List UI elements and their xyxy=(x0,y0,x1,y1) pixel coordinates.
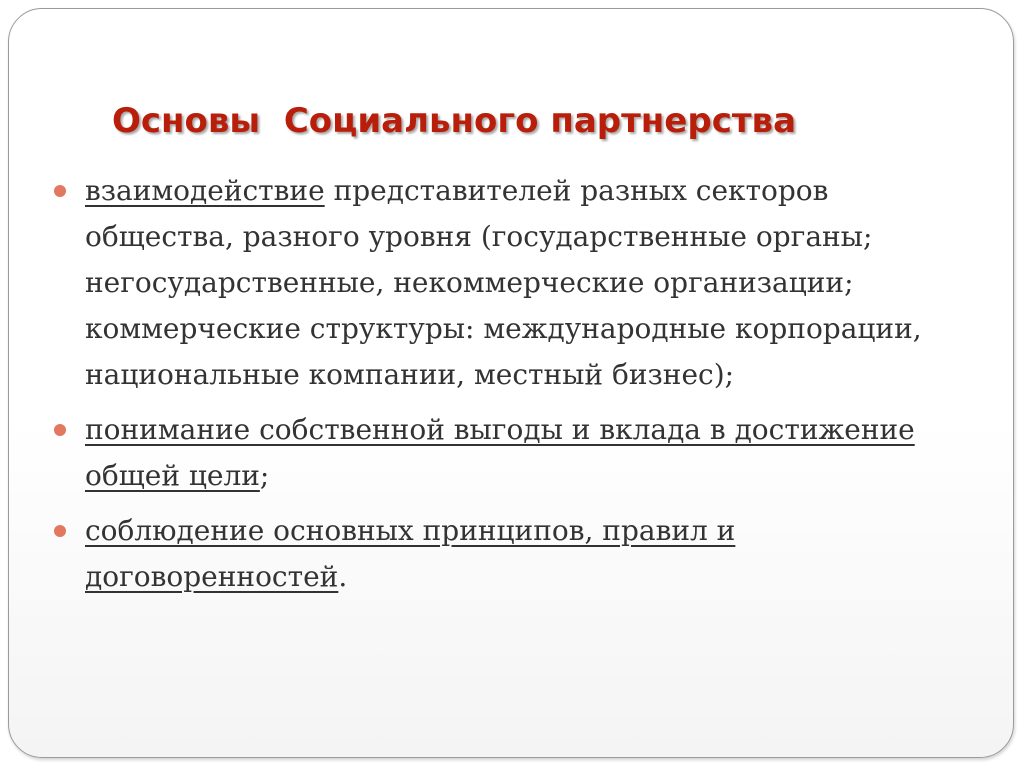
bullet-marker-icon xyxy=(54,424,66,436)
bullet-item-2 xyxy=(54,407,984,499)
bullet-marker-icon xyxy=(54,525,66,537)
bullet-item-3 xyxy=(54,508,984,600)
bullet-body-text: . xyxy=(338,560,348,593)
bullet-body-text: ; xyxy=(259,459,270,492)
slide-title: Основы Социального партнерства xyxy=(112,101,797,141)
bullet-body-text: представителей разных секторов общества, разного уровня (государственные органы; негосударственные, некоммерческие организации; коммерческие структуры: международные корпорации, национальные компании, местный бизнес); xyxy=(85,174,922,391)
bullet-lead-text: соблюдение основных принципов, правил и договоренностей xyxy=(85,514,736,593)
bullet-lead-text: взаимодействие xyxy=(85,174,325,207)
bullet-list xyxy=(54,168,984,609)
bullet-marker-icon xyxy=(54,185,66,197)
bullet-lead-text: понимание собственной выгоды и вклада в достижение общей цели xyxy=(85,413,915,492)
bullet-item-1 xyxy=(54,168,984,398)
